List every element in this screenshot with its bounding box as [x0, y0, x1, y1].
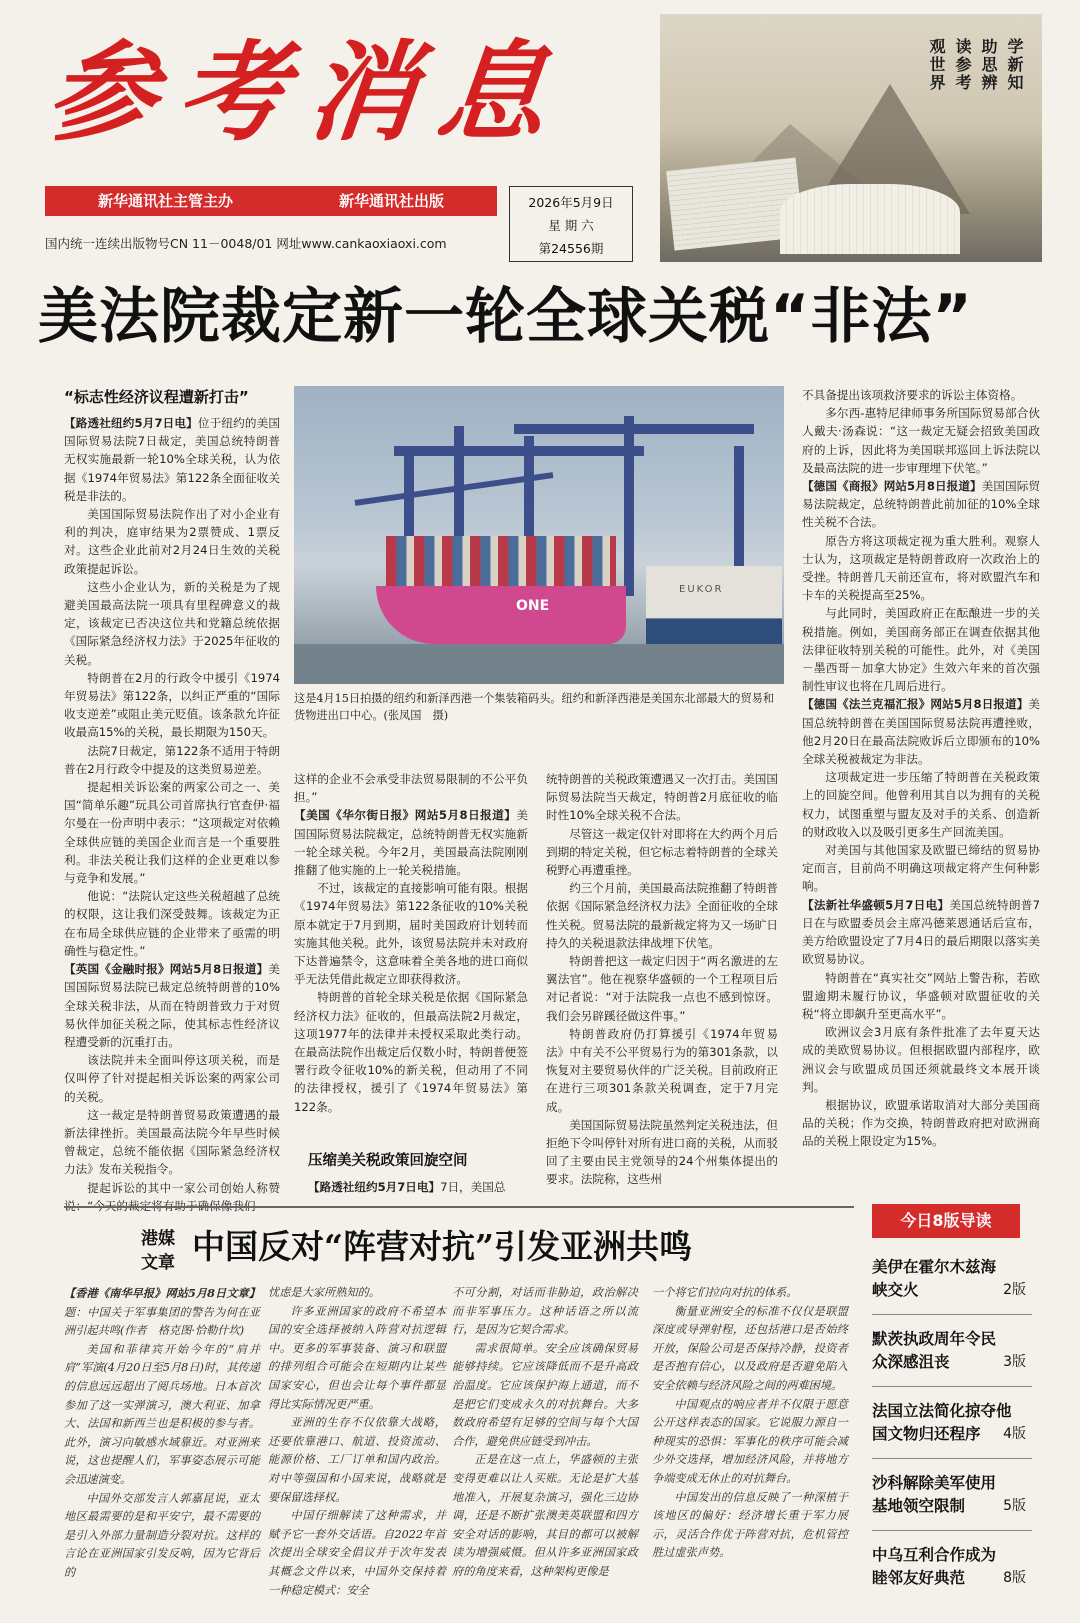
ship-label: EUKOR [679, 584, 724, 595]
lead-column-3 [546, 770, 778, 1198]
paragraph: 不可分割，对话而非胁迫，政治解决而非军事压力。这种话语之所以流行，是因为它契合需求。 [452, 1286, 638, 1337]
paragraph: 【法新社华盛顿5月7日电】美国总统特朗普7日在与欧盟委员会主席冯德莱恩通话后宣布，美方给欧盟设定了7月4日的最后期限以落实美欧贸易协议。 [802, 897, 1040, 967]
slogan-col: 读参考 [953, 38, 972, 92]
paragraph: 法院7日裁定，第122条不适用于特朗普在2月行政令中提及的这类贸易逆差。 [64, 743, 280, 776]
guide-page-number: 4版 [1003, 1426, 1026, 1442]
paragraph: 中国发出的信息反映了一种深植于该地区的偏好：经济增长重于军力展示，灵活合作优于阵营对抗，危机管控胜过虚张声势。 [652, 1490, 848, 1560]
paragraph: 提起诉讼的其中一家公司创始人称赞 [87, 1180, 280, 1195]
guide-item[interactable]: 美伊在霍尔木兹海 峡交火 2版 [872, 1256, 1032, 1302]
paragraph: 该法院并未全面叫停这项关税，而是仅叫停了针对提起相关诉讼案的两家公司的关税。 [64, 1053, 280, 1104]
guide-page-number: 5版 [1003, 1498, 1026, 1514]
paragraph: 特朗普政府仍打算援引《1974年贸易法》中有关不公平贸易行为的第301条款，以恢复对主要贸易伙伴的广泛关税。目前政府正在进行三项301条款关税调查，定于7月完成。 [546, 1026, 778, 1114]
main-headline: 美法院裁定新一轮全球关税“非法” [38, 282, 973, 352]
guide-separator [872, 1386, 1032, 1387]
paragraph: 多尔西-惠特尼律师事务所国际贸易部合伙人戴夫·汤森说：“这一裁定无疑会招致美国政府的上诉，因此将为美国联邦巡回上诉法院以及最高法院的进一步审理埋下伏笔。” [802, 406, 1040, 475]
bottom-headline: 中国反对“阵营对抗”引发亚洲共鸣 [192, 1227, 692, 1266]
sponsor-text: 新华通讯社主管主办 [97, 192, 233, 210]
guide-title: 今日8版导读 [872, 1204, 1020, 1238]
paragraph: 许多亚洲国家的政府不希望本国的安全选择被纳入阵营对抗逻辑中。更多的军事装备、演习和联盟的排列组合可能会在短期内让某些国家安心，但也会让每个事件都显得比实际情况更严重。 [268, 1304, 446, 1411]
paragraph: 特朗普在2月的行政令中援引《1974年贸易法》第122条，以纠正严重的“国际收支逆差”或阻止美元贬值。该条款允许征收最高15%的关税，最长期限为150天。 [64, 670, 280, 740]
paragraph: 美国和菲律宾开始今年的“肩并肩”军演(4月20日至5月8日)时，其传递的信息远远超出了阅兵场地。日本首次参加了这一实弹演习，澳大利亚、加拿大、法国和新西兰也是积极的参与者。此外，演习向敏感水域靠近。对亚洲来说，这也提醒人们，军事姿态展示可能会迅速演变。 [64, 1342, 260, 1486]
paragraph: 【路透社纽约5月7日电】位于纽约的美国国际贸易法院7日裁定，美国总统特朗普无权实施最新一轮10%全球关税，认为依据《1974年贸易法》第122条全面征收关税是非法的。 [64, 416, 280, 503]
paragraph: 美国国际贸易法院虽然判定关税违法，但拒绝下令叫停针对所有进口商的关税，从而驳回了主要由民主党领导的24个州集体提出的要求。法院称，这些州 [546, 1117, 778, 1187]
photo-caption: 这是4月15日拍摄的纽约和新泽西港一个集装箱码头。纽约和新泽西港是美国东北部最大的贸易和货物进出口中心。(张凤国 摄) [294, 692, 775, 722]
paragraph: 【德国《法兰克福汇报》网站5月8日报道】美国总统特朗普在美国国际贸易法院再遭挫败，他2月20日在最高法院败诉后立即颁布的10%全球关税被裁定为非法。 [802, 697, 1040, 767]
ship-label: ONE [516, 598, 550, 614]
guide-item[interactable]: 沙科解除美军使用 基地领空限制 5版 [872, 1472, 1032, 1518]
source-tag: 【法新社华盛顿5月7日电】 [802, 897, 950, 912]
paragraph: 对美国与其他国家及欧盟已缔结的贸易协定而言，目前尚不明确这项裁定将产生何种影响。 [802, 843, 1040, 894]
lead-column-2-tail: 【路透社纽约5月7日电】7日，美国总 [308, 1180, 506, 1194]
masthead-title: 参考消息 [41, 30, 575, 156]
car-carrier-ship [646, 566, 782, 646]
guide-page-number: 3版 [1003, 1354, 1026, 1370]
paragraph: 原告方将这项裁定视为重大胜利。观察人士认为，这项裁定是特朗普政府一次政治上的受挫。特朗普几天前还宣布，将对欧盟汽车和卡车的关税提高至25%。 [802, 533, 1040, 603]
paragraph: 根据协议，欧盟承诺取消对大部分美国商品的关税；作为交换，特朗普政府把对欧洲商品的关税上限设定为15%。 [802, 1097, 1040, 1149]
paragraph: 需求很简单。安全应该确保贸易能够持续。它应该降低而不是升高政治温度。它应该保护海上通道，而不是把它们变成永久的对抗舞台。大多数政府希望有足够的空间与每个大国合作，避免供应链受到冲击。 [452, 1341, 638, 1448]
paragraph: 这样的企业不会承受非法贸易限制的不公平负担。” [294, 772, 528, 805]
issue-date: 2026年5月9日 [528, 195, 614, 210]
slogan-col: 观世界 [927, 38, 946, 92]
issue-number: 第24556期 [538, 241, 604, 256]
guide-item[interactable]: 默茨执政周年令民 众深感沮丧 3版 [872, 1328, 1032, 1374]
source-tag: 【路透社纽约5月7日电】 [308, 1180, 441, 1194]
paragraph: 【德国《商报》网站5月8日报道】美国国际贸易法院裁定，总统特朗普此前加征的10%全球性关税不合法。 [802, 479, 1040, 530]
paragraph: 不过，该裁定的直接影响可能有限。根据《1974年贸易法》第122条征收的10%关税原本就定于7月到期，届时美国政府计划转而实施其他关税。此外，该贸易法院并未对政府下达普遍禁令，这意味着全美各地的进口商似乎无法凭借此裁定立即获得救济。 [294, 881, 528, 987]
paragraph: 衡量亚洲安全的标准不仅仅是联盟深度或导弹射程，还包括港口是否始终开放，保险公司是否保持冷静，投资者是否抱有信心，以及政府是否避免陷入安全依赖与经济风险之间的两难困境。 [652, 1304, 848, 1392]
lead-subhead: 压缩美关税政策回旋空间 [308, 1153, 468, 1169]
guide-page-number: 8版 [1003, 1570, 1026, 1586]
paragraph: 提起相关诉讼案的两家公司之一、美国“简单乐趣”玩具公司首席执行官查伊·福尔曼在一份声明中表示：“这项裁定对依赖全球供应链的美国企业而言是一个重要胜利。非法关税让我们这样的企业更难以参与竞争和发展。” [64, 780, 280, 886]
slogan [926, 38, 1024, 92]
paragraph: 【英国《金融时报》网站5月8日报道】美国国际贸易法院已裁定总统特朗普的10%全球关税非法，从而在特朗普致力于对贸易伙伴加征关税之际，使其标志性经济议程遭受新的沉重打击。 [64, 962, 280, 1049]
paragraph: 亚洲的生存不仅依靠大战略，还要依靠港口、航道、投资流动、能源价格、工厂订单和国内政治。对中等强国和小国来说，战略就是要保留选择权。 [268, 1416, 446, 1504]
publication-info: 国内统一连续出版物号CN 11－0048/01 网址www.cankaoxiaoxi.com [45, 236, 447, 251]
port-photo [294, 386, 784, 684]
guide-separator [872, 1314, 1032, 1315]
paragraph: 中国仔细解读了这种需求，并赋予它一套外交话语。自2022年首次提出全球安全倡议并于次年发表其概念文件以来，中国外交保持着一种稳定模式：安全 [268, 1509, 446, 1597]
paragraph: 他说：“法院认定这些关税超越了总统的权限，这让我们深受鼓舞。该裁定为正在布局全球供应链的企业带来了亟需的明确性与稳定性。” [64, 889, 280, 958]
source-tag: 【美国《华尔街日报》网站5月8日报道】 [294, 808, 517, 823]
date-box [509, 186, 633, 262]
lead-column-1 [64, 414, 280, 1195]
paragraph: 一个将它们拉向对抗的体系。 [652, 1286, 798, 1299]
issue-weekday: 星 期 六 [548, 218, 594, 233]
lead-column-2 [294, 770, 528, 1146]
paragraph: 忧虑是大家所熟知的。 [268, 1286, 380, 1299]
bottom-column-3 [452, 1284, 638, 1614]
source-tag: 【英国《金融时报》网站5月8日报道】 [64, 962, 269, 977]
paragraph: 【香港《南华早报》网站5月8日文章】题：中国关于军事集团的警告为何在亚洲引起共鸣(作者 格克图·恰勒什坎) [64, 1286, 260, 1338]
publisher-text: 新华通讯社出版 [338, 192, 444, 210]
source-tag: 【德国《法兰克福汇报》网站5月8日报道】 [802, 697, 1029, 712]
paragraph: 中国外交部发言人郭嘉昆说，亚太地区最需要的是和平安宁，最不需要的是引入外部力量制造分裂对抗。这样的言论在亚洲国家引发反响，因为它背后的 [64, 1491, 260, 1579]
paragraph: 欧洲议会3月底有条件批准了去年夏天达成的美欧贸易协议。但根据欧盟内部程序，欧洲议会与欧盟成员国还须就最终文本展开谈判。 [802, 1025, 1040, 1094]
guide-item[interactable]: 法国立法简化掠夺他 国文物归还程序 4版 [872, 1400, 1032, 1446]
paragraph: 这项裁定进一步压缩了特朗普在关税政策上的回旋空间。他曾利用其自以为拥有的关税权力，试图重塑与盟友及对手的关系、创造新的财政收入以及吸引更多生产回流美国。 [802, 770, 1040, 839]
paragraph: 特朗普把这一裁定归因于“两名激进的左翼法官”。他在视察华盛顿的一个工程项目后对记者说：“对于法院我一点也不感到惊讶。我们会另辟蹊径做这件事。” [546, 954, 778, 1023]
lead-column-4 [802, 386, 1040, 1198]
bottom-column-1 [64, 1284, 260, 1614]
paragraph: 美国国际贸易法院作出了对小企业有利的判决，庭审结果为2票赞成、1票反对。这些企业此前对2月24日生效的关税政策提起诉讼。 [64, 507, 280, 576]
paragraph: 尽管这一裁定仅针对即将在大约两个月后到期的特定关税，但它标志着特朗普的全球关税野心再遭重挫。 [546, 826, 778, 878]
section-divider [64, 1206, 854, 1208]
paragraph: 正是在这一点上，华盛顿的主张变得更难以让人买账。无论是扩大基地准入，开展复杂演习，强化三边协调，还是不断扩张澳美英联盟和四方安全对话的影响，其目的都可以被解读为增强威慑。但从许多亚洲国家政府的角度来看，这种架构更像是 [452, 1453, 638, 1578]
paragraph: 特朗普的首轮全球关税是依据《国际紧急经济权力法》征收的，但最高法院2月裁定，这项1977年的法律并未授权采取此类行动。在最高法院作出裁定后仅数小时，特朗普便签署行政令征收10%的新关税，但动用了不同的法律授权，援引了《1974年贸易法》第122条。 [294, 990, 528, 1114]
today-guide [860, 1204, 1032, 1608]
source-tag: 【德国《商报》网站5月8日报道】 [802, 479, 982, 494]
bottom-column-2 [268, 1284, 446, 1614]
paragraph: 统特朗普的关税政策遭遇又一次打击。美国国际贸易法院当天裁定，特朗普2月底征收的临时性10%全球关税不合法。 [546, 772, 778, 823]
paragraph: 【美国《华尔街日报》网站5月8日报道】美国国际贸易法院裁定，总统特朗普无权实施新一轮全球关税。今年2月，美国最高法院刚刚推翻了他实施的上一轮关税措施。 [294, 808, 528, 878]
container-ship [376, 586, 626, 644]
source-tag: 【路透社纽约5月7日电】 [64, 416, 198, 430]
paragraph: 这一裁定是特朗普贸易政策遭遇的最新法律挫折。美国最高法院今年早些时候曾裁定，总统不能依据《国际紧急经济权力法》发布关税指令。 [64, 1107, 280, 1177]
paragraph: 不具备提出该项救济要求的诉讼主体资格。 [802, 388, 1023, 402]
paragraph: 特朗普在“真实社交”网站上警告称，若欧盟逾期未履行协议，华盛顿对欧盟征收的关税“将立即飙升至更高水平”。 [802, 970, 1040, 1021]
slogan-col: 学新知 [1005, 38, 1024, 92]
guide-separator [872, 1530, 1032, 1531]
paragraph: 这些小企业认为，新的关税是为了规避美国最高法院一项具有里程碑意义的裁定，该裁定已否决这位共和党籍总统依据《国际紧急经济权力法》于2025年征收的关税。 [64, 579, 280, 667]
paragraph: 中国观点的响应者并不仅限于愿意公开这样表态的国家。它说服力源自一种现实的恐惧：军事化的秩序可能会减少外交选择，增加经济风险，并将地方争端变成无休止的对抗舞台。 [652, 1397, 848, 1485]
guide-page-number: 2版 [1003, 1282, 1026, 1298]
slogan-col: 助思辨 [979, 38, 998, 92]
masthead-illustration [660, 14, 1042, 262]
bottom-column-4 [652, 1284, 848, 1614]
guide-item[interactable]: 中乌互利合作成为 睦邻友好典范 8版 [872, 1544, 1032, 1590]
story-tag: 港媒 文章 [141, 1229, 175, 1273]
lead-kicker: “标志性经济议程遭新打击” [64, 388, 249, 406]
guide-separator [872, 1458, 1032, 1459]
paragraph: 约三个月前，美国最高法院推翻了特朗普依据《国际紧急经济权力法》全面征收的全球性关税。贸易法院的最新裁定将为又一场旷日持久的关税退款法律战埋下伏笔。 [546, 881, 778, 950]
sponsor-banner [45, 186, 497, 216]
source-tag: 【香港《南华早报》网站5月8日文章】 [64, 1286, 260, 1300]
paragraph: 与此同时，美国政府正在酝酿进一步的关税措施。例如，美国商务部正在调查依据其他法律征收特别关税的可能性。此外，对《美国－墨西哥－加拿大协定》生效六年来的首次强制性审议也将在几周后进行。 [802, 606, 1040, 694]
paper-wave-illustration [780, 184, 960, 254]
